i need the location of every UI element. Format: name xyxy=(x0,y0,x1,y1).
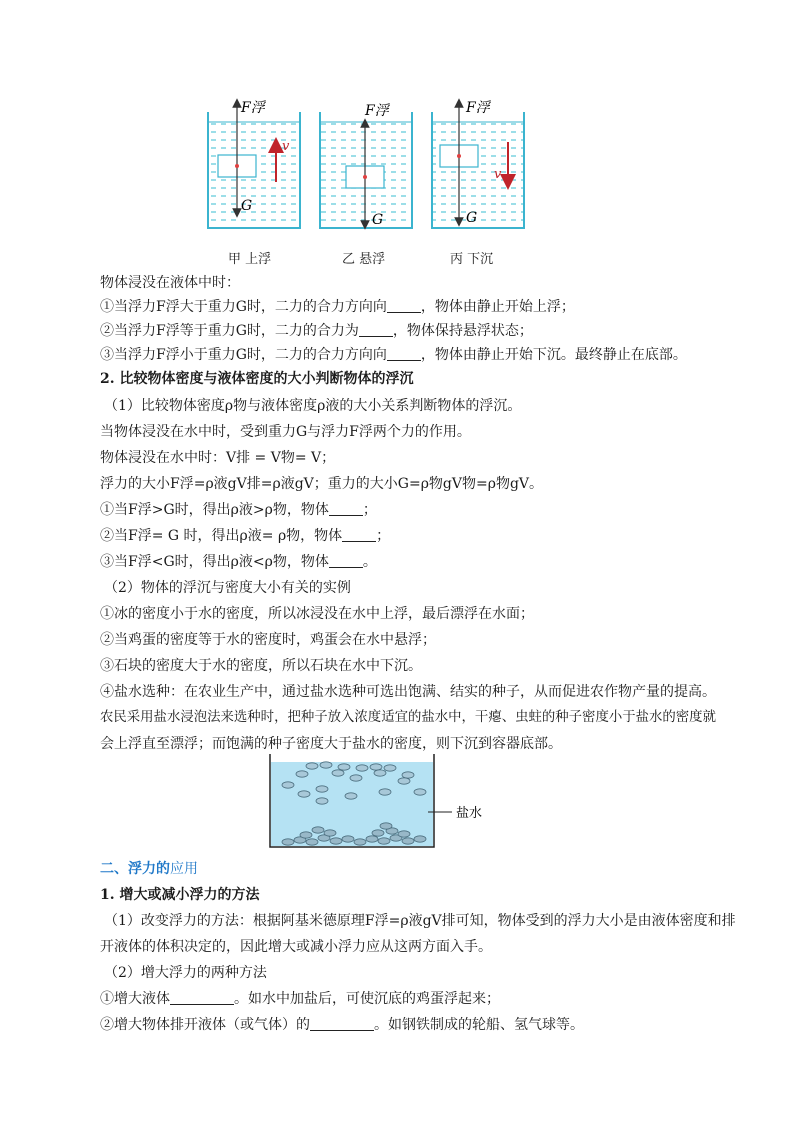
caption-rising: 甲 上浮 xyxy=(228,252,272,267)
section2-example4: ④盐水选种：在农业生产中，通过盐水选种可选出饱满、结实的种子，从而促进农作物产量的提高。 xyxy=(100,684,716,700)
answer-blank xyxy=(342,527,376,542)
part2-method1: ①增大液体 。如水中加盐后，可使沉底的鸡蛋浮起来； xyxy=(100,991,500,1007)
section2-case2: ②当F浮= G 时，得出ρ液= ρ物，物体 ； xyxy=(100,528,391,544)
velocity-label-1: v xyxy=(282,139,290,154)
part2-p1: （1）改变浮力的方法：根据阿基米德原理F浮=ρ液gV排可知，物体受到的浮力大小是由液体密度和排 xyxy=(104,913,736,929)
force-up-label-3: F浮 xyxy=(466,100,490,116)
section2-example3: ③石块的密度大于水的密度，所以石块在水中下沉。 xyxy=(100,658,422,674)
section2-example4-cont: 农民采用盐水浸泡法来选种时，把种子放入浓度适宜的盐水中，干瘪、虫蛀的种子密度小于盐水的密度就 xyxy=(100,710,716,725)
velocity-label-3: v xyxy=(494,167,502,182)
section2-example4-cont2: 会上浮直至漂浮；而饱满的种子密度大于盐水的密度，则下沉到容器底部。 xyxy=(100,736,562,752)
caption-suspended: 乙 悬浮 xyxy=(342,252,386,267)
salt-water-seed-figure xyxy=(0,752,800,852)
answer-blank xyxy=(329,553,363,568)
answer-blank xyxy=(387,346,421,361)
answer-blank xyxy=(359,322,393,337)
section2-line3: 浮力的大小F浮=ρ液gV排=ρ液gV；重力的大小G=ρ物gV物=ρ物gV。 xyxy=(100,476,544,492)
part2-heading: 二、浮力的应用 xyxy=(100,861,198,877)
answer-blank xyxy=(170,990,234,1005)
section1-item2: ②当浮力F浮等于重力G时，二力的合力为 ，物体保持悬浮状态； xyxy=(100,323,533,339)
force-up-label-2: F浮 xyxy=(365,103,389,119)
section2-sub1: （1）比较物体密度ρ物与液体密度ρ液的大小关系判断物体的浮沉。 xyxy=(104,398,522,414)
force-up-label-1: F浮 xyxy=(241,100,265,116)
buoyancy-beakers-figure xyxy=(0,0,800,245)
section1-item1: ①当浮力F浮大于重力G时，二力的合力方向向 ，物体由静止开始上浮； xyxy=(100,299,575,315)
caption-sinking: 丙 下沉 xyxy=(450,252,494,267)
section2-sub2: （2）物体的浮沉与密度大小有关的实例 xyxy=(104,580,351,596)
part2-method2: ②增大物体排开液体（或气体）的 。如钢铁制成的轮船、氢气球等。 xyxy=(100,1017,584,1033)
section2-case3: ③当F浮<G时，得出ρ液<ρ物，物体 。 xyxy=(100,554,377,570)
section2-line1: 当物体浸没在水中时，受到重力G与浮力F浮两个力的作用。 xyxy=(100,424,471,440)
part2-p2: （2）增大浮力的两种方法 xyxy=(104,965,267,981)
beaker-suspended xyxy=(320,103,412,228)
beaker-sinking xyxy=(432,100,524,228)
part2-title: 1. 增大或减小浮力的方法 xyxy=(100,887,260,903)
part2-p1-cont: 开液体的体积决定的，因此增大或减小浮力应从这两方面入手。 xyxy=(100,939,492,955)
force-down-label-3: G xyxy=(466,210,478,226)
force-down-label-1: G xyxy=(241,198,253,214)
beaker-rising xyxy=(208,100,300,228)
force-down-label-2: G xyxy=(372,212,384,228)
answer-blank xyxy=(329,501,363,516)
answer-blank xyxy=(310,1016,374,1031)
section2-example2: ②当鸡蛋的密度等于水的密度时，鸡蛋会在水中悬浮； xyxy=(100,632,436,648)
answer-blank xyxy=(387,298,421,313)
section2-case1: ①当F浮>G时，得出ρ液>ρ物，物体 ； xyxy=(100,502,377,518)
section2-example1: ①冰的密度小于水的密度，所以冰浸没在水中上浮，最后漂浮在水面； xyxy=(100,606,534,622)
section2-line2: 物体浸没在水中时：V排 = V物= V； xyxy=(100,450,336,466)
section1-item3: ③当浮力F浮小于重力G时，二力的合力方向向 ，物体由静止开始下沉。最终静止在底部。 xyxy=(100,347,687,363)
salt-water-label: 盐水 xyxy=(456,806,483,821)
section1-intro: 物体浸没在液体中时： xyxy=(100,275,240,291)
section2-title: 2. 比较物体密度与液体密度的大小判断物体的浮沉 xyxy=(100,371,414,387)
